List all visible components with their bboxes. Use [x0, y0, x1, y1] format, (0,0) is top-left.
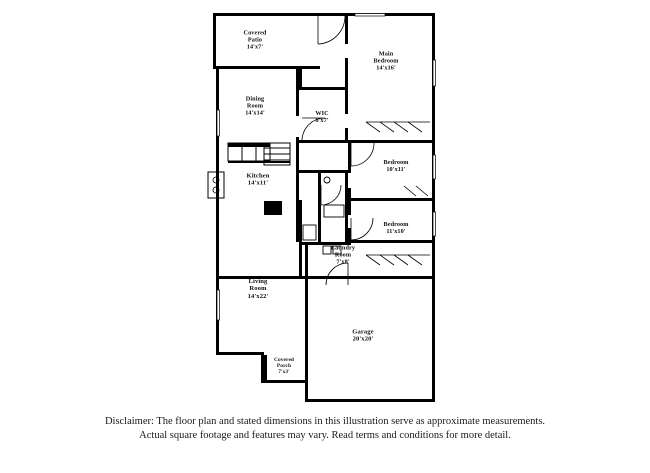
room-dimensions: 7'x3'	[278, 369, 290, 376]
room-name: Bedroom	[383, 159, 409, 167]
room-name: Living Room	[248, 277, 268, 293]
room-label-kitchen	[246, 173, 269, 188]
room-label-wic	[315, 111, 328, 125]
room-name: Laundry Room	[330, 244, 356, 259]
room-dimensions: 10'x11'	[386, 166, 406, 173]
room-name: WIC	[315, 110, 329, 118]
room-name: Garage	[352, 328, 374, 336]
room-dimensions: 14'x16'	[376, 64, 396, 72]
room-name: Covered Patio	[243, 29, 267, 44]
room-dimensions: 14'x11'	[247, 180, 269, 187]
room-label-covered-porch	[274, 357, 294, 375]
room-name: Dining Room	[245, 95, 265, 110]
room-label-main-bedroom	[374, 52, 399, 73]
room-dimensions: 14'x7'	[246, 43, 264, 51]
room-label-living-room	[248, 278, 269, 300]
room-label-garage	[352, 329, 373, 344]
room-name: Bedroom	[383, 221, 409, 229]
room-label-bedroom-3	[384, 222, 409, 236]
room-label-dining-room	[245, 97, 265, 118]
bath-fixtures	[303, 177, 344, 240]
room-label-covered-patio	[244, 31, 267, 52]
disclaimer-text	[0, 415, 650, 443]
disclaimer-line-1: Disclaimer: The floor plan and stated dimensions in this illustration serve as approximate measurements.	[104, 415, 546, 427]
interior-walls	[216, 16, 435, 279]
room-label-bedroom-2	[384, 160, 409, 174]
room-dimensions: 14'x14'	[245, 109, 265, 117]
closet-shelving	[366, 122, 430, 265]
room-dimensions: 6'x7'	[315, 117, 329, 124]
room-name: Main Bedroom	[373, 50, 399, 65]
disclaimer-line-2: Actual square footage and features may vary. Read terms and conditions for more detail.	[139, 429, 511, 441]
room-name: Kitchen	[246, 172, 270, 180]
room-dimensions: 20'x20'	[352, 336, 374, 343]
room-dimensions: 14'x22'	[247, 292, 269, 300]
room-name: Covered Porch	[273, 356, 295, 369]
room-label-laundry-room	[331, 246, 355, 267]
room-dimensions: 7'x8'	[336, 258, 350, 266]
room-dimensions: 11'x10'	[386, 228, 406, 235]
